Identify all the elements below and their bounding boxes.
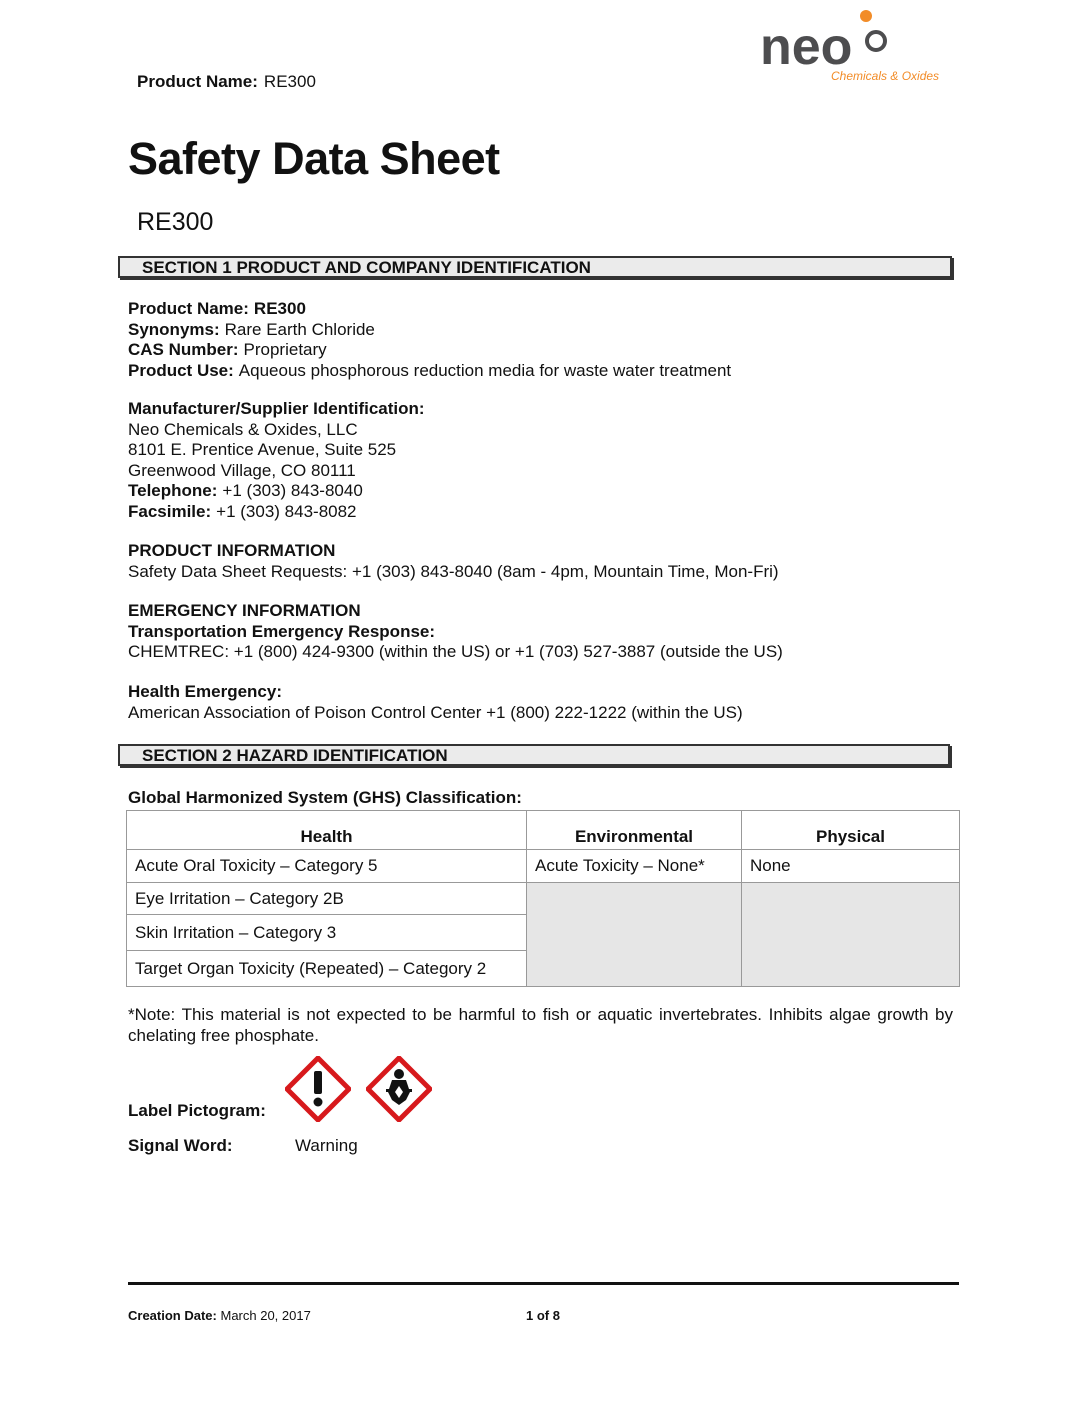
address-line-1: 8101 E. Prentice Avenue, Suite 525	[128, 440, 397, 459]
fax-value: +1 (303) 843-8082	[216, 501, 357, 521]
fax-line	[128, 502, 425, 523]
environmental-note: *Note: This material is not expected to be harmful to fish or aquatic invertebrates. Inhibits algae growth by chelating free phosphate.	[128, 1005, 953, 1045]
physical-empty-cell	[742, 883, 960, 987]
transport-heading: Transportation Emergency Response:	[128, 621, 436, 641]
header-product-name-value: RE300	[263, 72, 316, 91]
company-name: Neo Chemicals & Oxides, LLC	[128, 419, 358, 439]
product-name-line	[128, 299, 731, 320]
signal-word-label: Signal Word:	[128, 1136, 233, 1155]
header-product-name	[137, 72, 316, 92]
column-header-environmental: Environmental	[527, 811, 742, 850]
health-text: American Association of Poison Control Center +1 (800) 222-1222 (within the US)	[128, 702, 743, 722]
creation-date-label: Creation Date:	[128, 1308, 217, 1323]
product-use-value: Aqueous phosphorous reduction media for waste water treatment	[238, 360, 732, 380]
telephone-line	[128, 481, 425, 502]
cas-line	[128, 340, 731, 361]
address-line-2: Greenwood Village, CO 80111	[128, 460, 356, 480]
table-row	[127, 850, 960, 883]
pictogram-label: Label Pictogram:	[128, 1101, 266, 1120]
physical-cell: None	[742, 850, 960, 883]
fax-label: Facsimile:	[128, 501, 212, 521]
emergency-heading: EMERGENCY INFORMATION	[128, 601, 361, 620]
telephone-value: +1 (303) 843-8040	[222, 481, 363, 500]
table-header-row	[127, 811, 960, 850]
section2-heading: SECTION 2 HAZARD IDENTIFICATION	[118, 744, 950, 766]
product-name-label: Product Name:	[128, 299, 249, 318]
environmental-empty-cell	[527, 883, 742, 987]
ghs-heading: Global Harmonized System (GHS) Classification:	[128, 788, 522, 807]
creation-date-value: March 20, 2017	[220, 1308, 311, 1323]
synonyms-label: Synonyms:	[128, 319, 220, 339]
product-information-block	[128, 541, 779, 582]
table-row	[127, 883, 960, 915]
product-identification-block	[128, 299, 731, 381]
product-name-value: RE300	[253, 299, 306, 318]
page-title: Safety Data Sheet	[128, 133, 500, 184]
footer-creation-date	[128, 1308, 311, 1323]
header-product-name-label: Product Name:	[137, 72, 258, 91]
synonyms-value: Rare Earth Chloride	[224, 319, 375, 339]
manufacturer-block	[128, 399, 425, 522]
column-header-health: Health	[127, 811, 527, 850]
health-cell: Acute Oral Toxicity – Category 5	[127, 850, 527, 883]
product-info-text: Safety Data Sheet Requests: +1 (303) 843-8040 (8am - 4pm, Mountain Time, Mon-Fri)	[128, 561, 779, 581]
transport-text: CHEMTREC: +1 (800) 424-9300 (within the US) or +1 (703) 527-3887 (outside the US)	[128, 642, 783, 661]
footer-divider	[128, 1282, 959, 1285]
manufacturer-heading: Manufacturer/Supplier Identification:	[128, 399, 425, 418]
health-cell: Eye Irritation – Category 2B	[127, 883, 527, 915]
health-cell: Target Organ Toxicity (Repeated) – Category 2	[127, 951, 527, 987]
exclamation-mark-icon	[285, 1056, 351, 1122]
product-use-label: Product Use:	[128, 360, 234, 380]
section1-heading: SECTION 1 PRODUCT AND COMPANY IDENTIFICATION	[118, 256, 952, 278]
cas-label: CAS Number:	[128, 340, 239, 359]
environmental-cell: Acute Toxicity – None*	[527, 850, 742, 883]
health-cell: Skin Irritation – Category 3	[127, 915, 527, 951]
health-heading: Health Emergency:	[128, 682, 282, 701]
health-hazard-icon	[366, 1056, 432, 1122]
emergency-block	[128, 601, 783, 663]
ghs-classification-table	[126, 810, 960, 987]
cas-value: Proprietary	[243, 340, 327, 359]
column-header-physical: Physical	[742, 811, 960, 850]
logo-wordmark: neo	[760, 18, 853, 76]
telephone-label: Telephone:	[128, 481, 218, 500]
page-subtitle: RE300	[137, 208, 214, 236]
signal-word-value: Warning	[295, 1136, 358, 1155]
product-use-line	[128, 361, 731, 382]
synonyms-line	[128, 320, 731, 341]
health-emergency-block	[128, 682, 743, 723]
logo-subtitle: Chemicals & Oxides	[831, 69, 940, 83]
page-number: 1 of 8	[526, 1308, 560, 1323]
product-info-heading: PRODUCT INFORMATION	[128, 541, 336, 560]
